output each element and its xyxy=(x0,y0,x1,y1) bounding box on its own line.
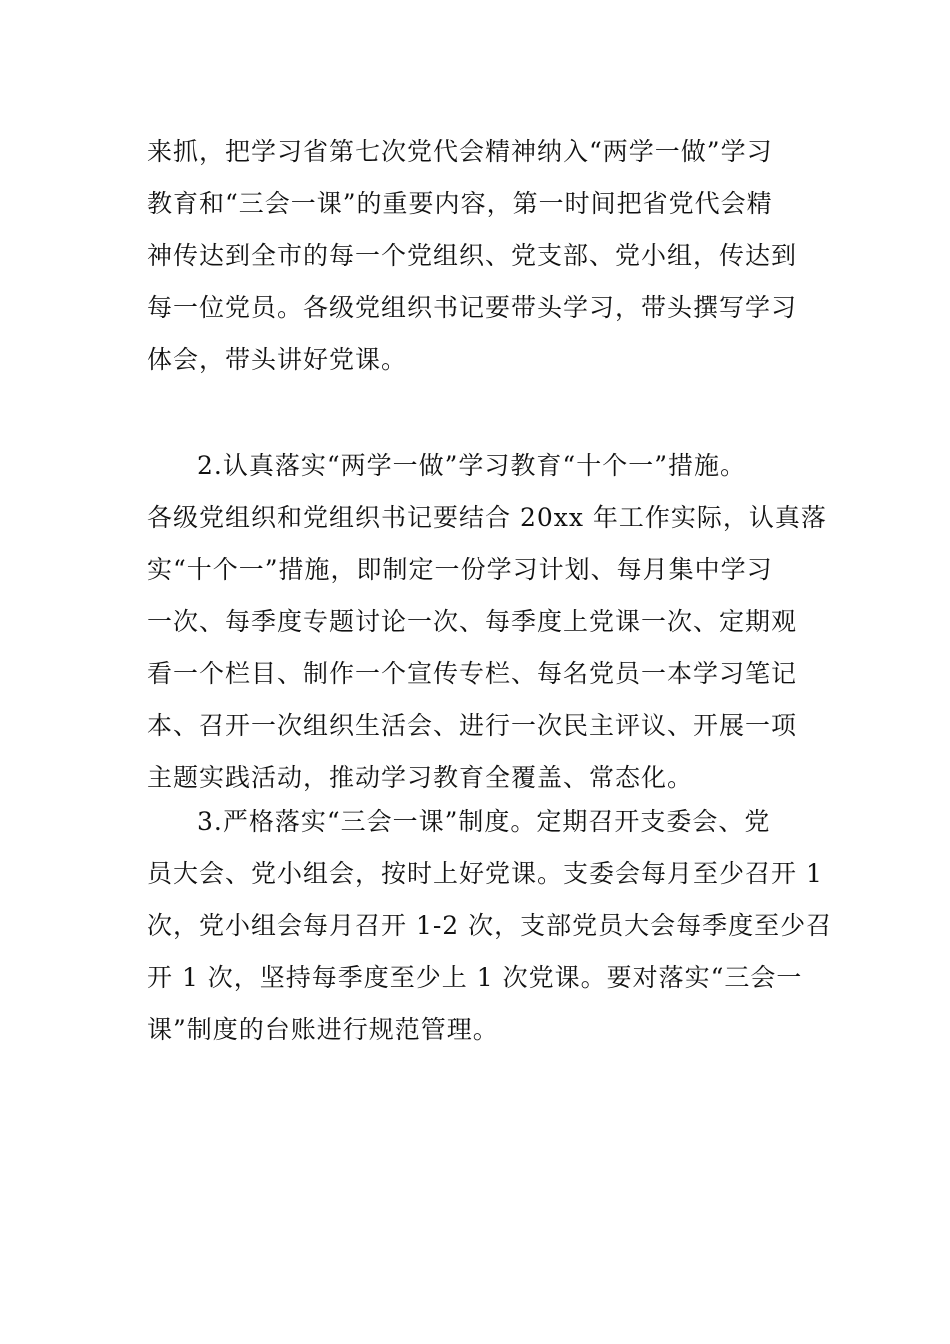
text-line: 本、召开一次组织生活会、进行一次民主评议、开展一项 xyxy=(147,711,798,740)
text-line: 各级党组织和党组织书记要结合 20xx 年工作实际，认真落 xyxy=(147,503,827,532)
text-line: 看一个栏目、制作一个宣传专栏、每名党员一本学习笔记 xyxy=(147,659,798,688)
text-line: 员大会、党小组会，按时上好党课。支委会每月至少召开 1 xyxy=(147,859,823,888)
text-line: 课”制度的台账进行规范管理。 xyxy=(147,1015,499,1044)
paragraph-ten-measures xyxy=(147,440,827,804)
text-line: 教育和“三会一课”的重要内容，第一时间把省党代会精 xyxy=(147,189,773,218)
text-line: 2.认真落实“两学一做”学习教育“十个一”措施。 xyxy=(197,451,746,480)
text-line: 一次、每季度专题讨论一次、每季度上党课一次、定期观 xyxy=(147,607,798,636)
text-line: 3.严格落实“三会一课”制度。定期召开支委会、党 xyxy=(197,807,771,836)
text-line: 来抓，把学习省第七次党代会精神纳入“两学一做”学习 xyxy=(147,137,773,166)
text-line: 每一位党员。各级党组织书记要带头学习，带头撰写学习 xyxy=(147,293,798,322)
text-line: 实“十个一”措施，即制定一份学习计划、每月集中学习 xyxy=(147,555,773,584)
text-line: 主题实践活动，推动学习教育全覆盖、常态化。 xyxy=(147,763,694,792)
paragraph-three-meetings xyxy=(147,796,833,1056)
text-line: 次，党小组会每月召开 1-2 次，支部党员大会每季度至少召 xyxy=(147,911,833,940)
text-line: 开 1 次，坚持每季度至少上 1 次党课。要对落实“三会一 xyxy=(147,963,803,992)
paragraph-continuation xyxy=(147,126,817,386)
text-line: 神传达到全市的每一个党组织、党支部、党小组，传达到 xyxy=(147,241,798,270)
text-line: 体会，带头讲好党课。 xyxy=(147,345,408,374)
